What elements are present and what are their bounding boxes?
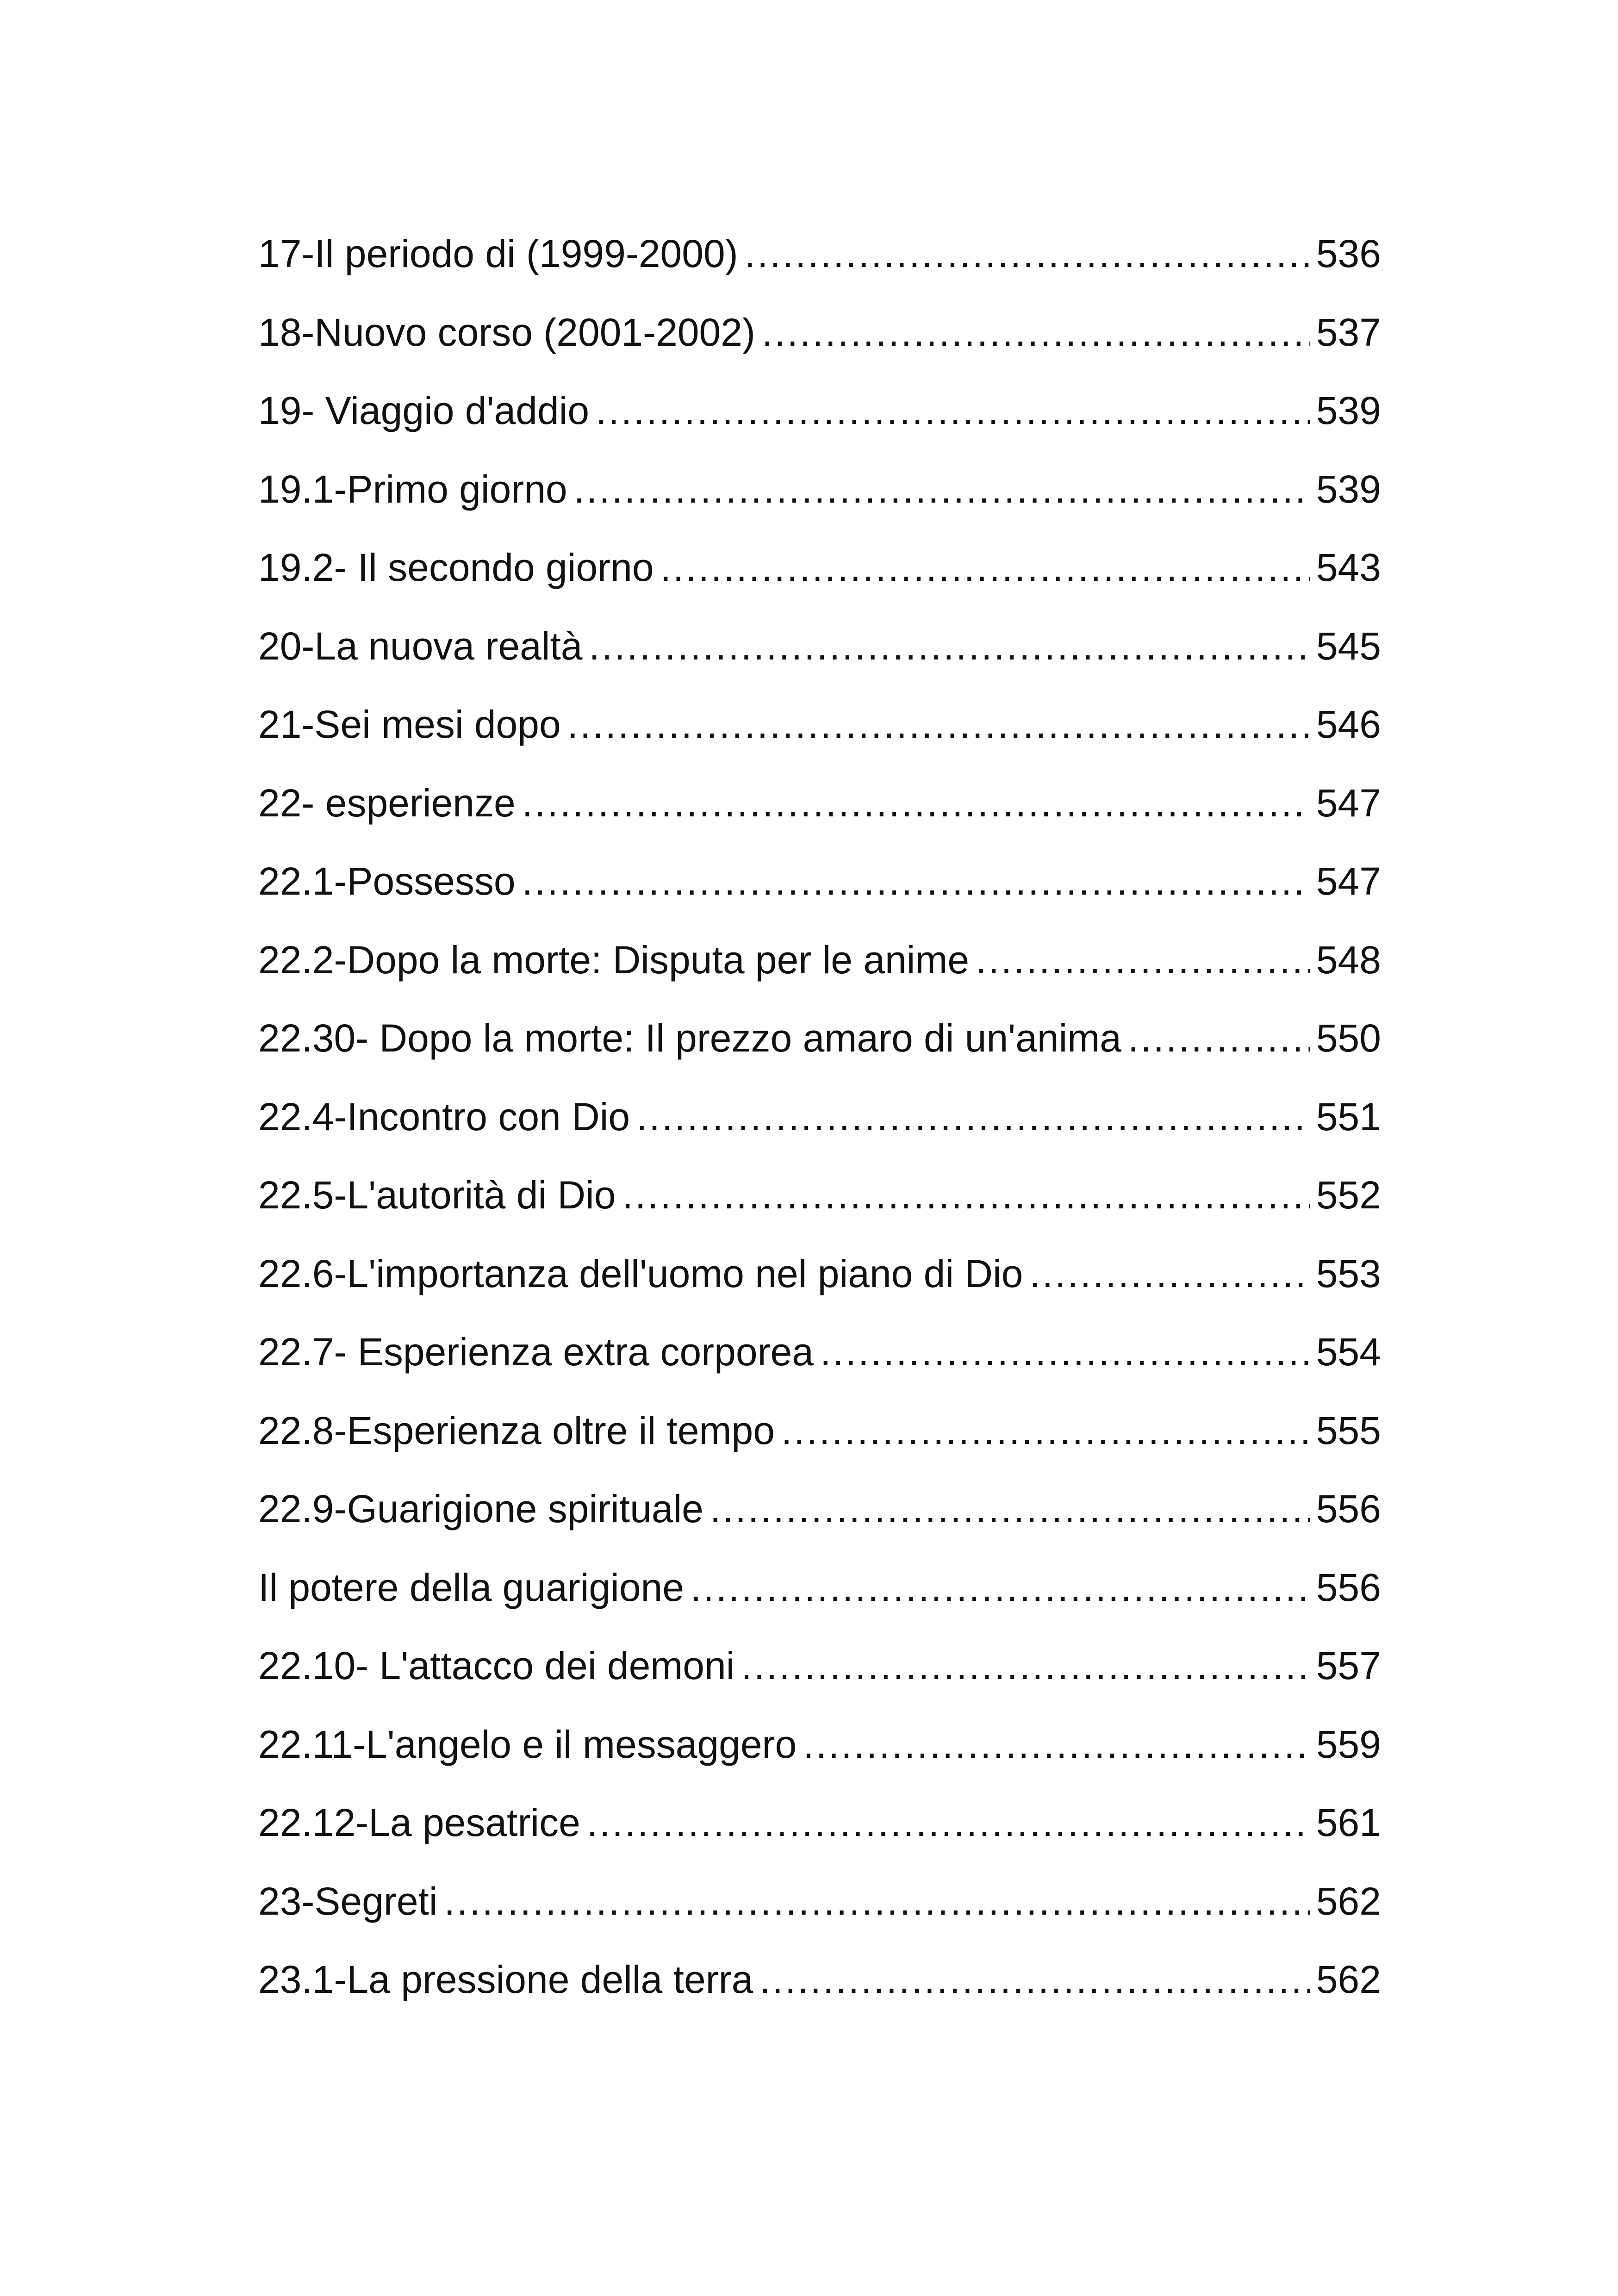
toc-entry-page: 545	[1316, 624, 1381, 668]
toc-entry-title: 22.30- Dopo la morte: Il prezzo amaro di un'anima	[258, 1016, 1121, 1060]
toc-entry[interactable]	[258, 215, 1381, 293]
toc-entry-title: 22.2-Dopo la morte: Disputa per le anime	[258, 938, 970, 982]
toc-entry-title: 19.2- Il secondo giorno	[258, 546, 654, 589]
toc-entry-title: 22.7- Esperienza extra corporea	[258, 1330, 814, 1374]
toc-entry[interactable]	[258, 764, 1381, 843]
toc-entry[interactable]	[258, 842, 1381, 921]
toc-dot-leader	[1029, 1235, 1309, 1313]
toc-entry[interactable]	[258, 1078, 1381, 1157]
toc-entry-page: 562	[1316, 1958, 1381, 2001]
toc-entry[interactable]	[258, 1235, 1381, 1313]
toc-dot-leader	[803, 1705, 1310, 1784]
toc-dot-leader	[762, 293, 1310, 372]
toc-dot-leader	[587, 1784, 1310, 1862]
toc-entry-page: 556	[1316, 1487, 1381, 1531]
toc-entry-title: 22.1-Possesso	[258, 859, 516, 903]
toc-entry-page: 537	[1316, 310, 1381, 354]
toc-entry[interactable]	[258, 529, 1381, 607]
toc-dot-leader	[820, 1313, 1310, 1392]
toc-entry[interactable]	[258, 1941, 1381, 2019]
toc-entry-page: 536	[1316, 232, 1381, 275]
toc-entry-title: 21-Sei mesi dopo	[258, 703, 561, 746]
toc-entry-title: 17-Il periodo di (1999-2000)	[258, 232, 738, 275]
toc-dot-leader	[574, 450, 1310, 529]
toc-entry-title: 23-Segreti	[258, 1879, 438, 1923]
toc-dot-leader	[636, 1078, 1310, 1157]
table-of-contents	[258, 215, 1381, 2019]
toc-entry-page: 554	[1316, 1330, 1381, 1374]
toc-entry-title: Il potere della guarigione	[258, 1565, 684, 1609]
toc-entry[interactable]	[258, 1862, 1381, 1941]
toc-entry-title: 22.8-Esperienza oltre il tempo	[258, 1408, 775, 1452]
toc-entry-page: 557	[1316, 1644, 1381, 1687]
toc-dot-leader	[596, 372, 1310, 450]
toc-entry[interactable]	[258, 1784, 1381, 1862]
toc-entry[interactable]	[258, 1313, 1381, 1392]
toc-entry-title: 19- Viaggio d'addio	[258, 389, 590, 432]
toc-entry-page: 543	[1316, 546, 1381, 589]
toc-dot-leader	[522, 842, 1310, 921]
toc-entry-page: 561	[1316, 1801, 1381, 1844]
toc-dot-leader	[589, 607, 1310, 686]
toc-entry-title: 22.9-Guarigione spirituale	[258, 1487, 703, 1531]
toc-dot-leader	[741, 1627, 1309, 1705]
toc-entry-title: 18-Nuovo corso (2001-2002)	[258, 310, 755, 354]
toc-entry[interactable]	[258, 1627, 1381, 1705]
toc-entry[interactable]	[258, 1156, 1381, 1235]
toc-dot-leader	[691, 1549, 1310, 1627]
toc-entry-page: 552	[1316, 1173, 1381, 1217]
toc-entry[interactable]	[258, 1470, 1381, 1549]
toc-entry-title: 22.12-La pesatrice	[258, 1801, 580, 1844]
toc-dot-leader	[710, 1470, 1310, 1549]
toc-entry-title: 23.1-La pressione della terra	[258, 1958, 753, 2001]
toc-entry[interactable]	[258, 921, 1381, 1000]
toc-dot-leader	[781, 1392, 1310, 1470]
toc-entry-page: 553	[1316, 1251, 1381, 1295]
toc-entry-page: 539	[1316, 389, 1381, 432]
toc-entry-page: 556	[1316, 1565, 1381, 1609]
toc-entry[interactable]	[258, 999, 1381, 1078]
toc-entry[interactable]	[258, 450, 1381, 529]
toc-dot-leader	[622, 1156, 1310, 1235]
toc-entry-title: 20-La nuova realtà	[258, 624, 583, 668]
toc-entry-page: 550	[1316, 1016, 1381, 1060]
toc-dot-leader	[522, 764, 1310, 843]
toc-dot-leader	[1128, 999, 1310, 1078]
toc-entry-title: 22.6-L'importanza dell'uomo nel piano di Dio	[258, 1251, 1023, 1295]
toc-entry[interactable]	[258, 1392, 1381, 1470]
toc-dot-leader	[976, 921, 1310, 1000]
toc-entry-page: 555	[1316, 1408, 1381, 1452]
toc-entry[interactable]	[258, 607, 1381, 686]
toc-dot-leader	[444, 1862, 1310, 1941]
toc-entry-page: 547	[1316, 859, 1381, 903]
toc-entry[interactable]	[258, 293, 1381, 372]
toc-entry-title: 22.5-L'autorità di Dio	[258, 1173, 616, 1217]
toc-entry-title: 19.1-Primo giorno	[258, 467, 567, 511]
toc-entry[interactable]	[258, 685, 1381, 764]
toc-entry[interactable]	[258, 372, 1381, 450]
toc-entry-title: 22.11-L'angelo e il messaggero	[258, 1722, 797, 1766]
toc-entry-page: 546	[1316, 703, 1381, 746]
toc-entry-title: 22.10- L'attacco dei demoni	[258, 1644, 735, 1687]
toc-entry-title: 22- esperienze	[258, 781, 516, 825]
toc-entry-page: 551	[1316, 1095, 1381, 1139]
toc-dot-leader	[567, 685, 1310, 764]
toc-entry-page: 539	[1316, 467, 1381, 511]
toc-entry[interactable]	[258, 1549, 1381, 1627]
toc-entry-page: 559	[1316, 1722, 1381, 1766]
toc-entry-title: 22.4-Incontro con Dio	[258, 1095, 630, 1139]
toc-dot-leader	[745, 215, 1310, 293]
toc-entry-page: 548	[1316, 938, 1381, 982]
toc-entry-page: 547	[1316, 781, 1381, 825]
toc-dot-leader	[759, 1941, 1310, 2019]
toc-entry[interactable]	[258, 1705, 1381, 1784]
toc-entry-page: 562	[1316, 1879, 1381, 1923]
toc-dot-leader	[660, 529, 1310, 607]
